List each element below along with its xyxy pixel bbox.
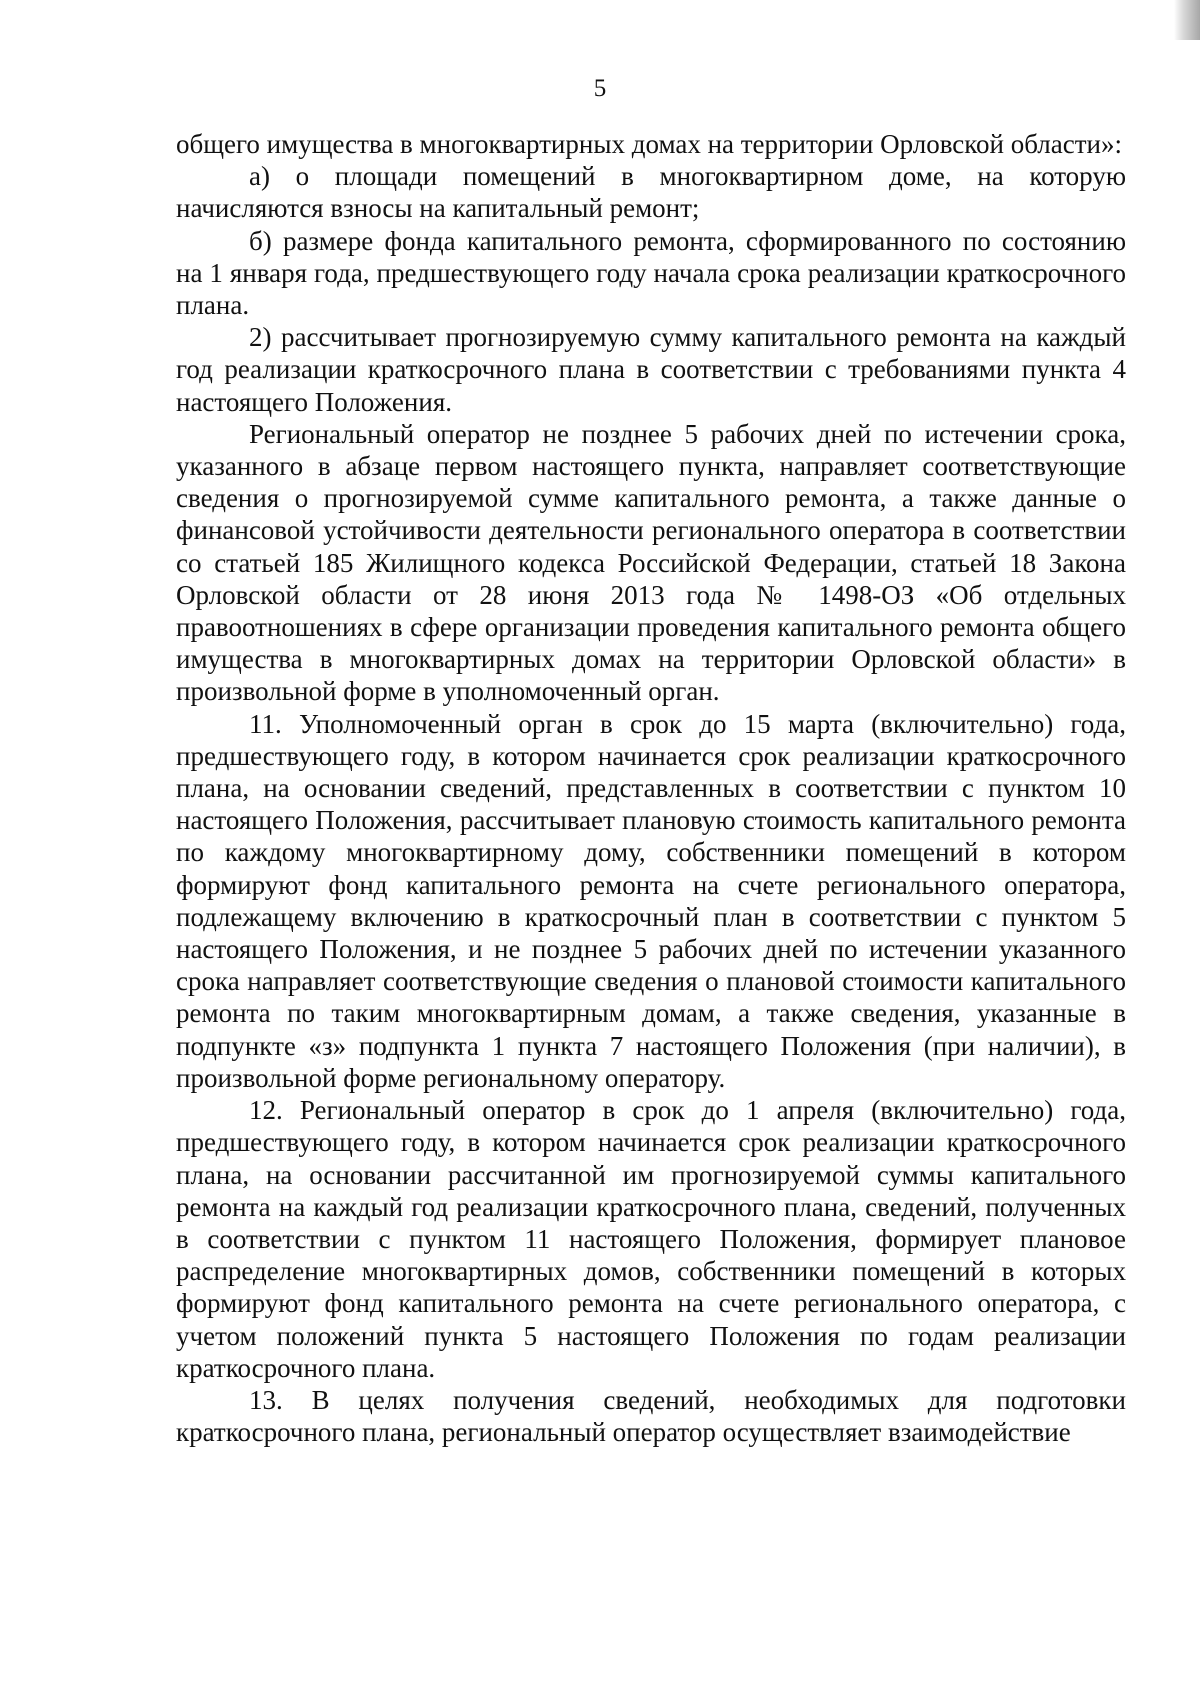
document-body bbox=[176, 128, 1126, 1448]
paragraph-item-2: 2) рассчитывает прогнозируемую сумму капитального ремонта на каждый год реализации краткосрочного плана в соответствии с требованиями пункта 4 настоящего Положения. bbox=[176, 322, 1126, 417]
paragraph-clause-13: 13. В целях получения сведений, необходимых для подготовки краткосрочного плана, региональный оператор осуществляет взаимодействие bbox=[176, 1384, 1126, 1448]
paragraph-regional-operator: Региональный оператор не позднее 5 рабочих дней по истечении срока, указанного в абзаце первом настоящего пункта, направляет соответствующие сведения о прогнозируемой сумме капитального ремонта, а также данные о финансовой устойчивости деятельности регионального оператора в соответствии со статьей 185 Жилищного кодекса Российской Федерации, статьей 18 Закона Орловской области от 28 июня 2013 года № 1498-ОЗ «Об отдельных правоотношениях в сфере организации проведения капитального ремонта общего имущества в многоквартирных домах на территории Орловской области» в произвольной форме в уполномоченный орган. bbox=[176, 418, 1126, 707]
paragraph-continuation: общего имущества в многоквартирных домах на территории Орловской области»: bbox=[176, 129, 1122, 159]
paragraph-clause-12: 12. Региональный оператор в срок до 1 апреля (включительно) года, предшествующего году, в котором начинается срок реализации краткосрочного плана, на основании рассчитанной им прогнозируемой суммы капитального ремонта на каждый год реализации краткосрочного плана, сведений, полученных в соответствии с пунктом 11 настоящего Положения, формирует плановое распределение многоквартирных домов, собственники помещений в которых формируют фонд капитального ремонта на счете регионального оператора, с учетом положений пункта 5 настоящего Положения по годам реализации краткосрочного плана. bbox=[176, 1095, 1126, 1383]
paragraph-subitem-b: б) размере фонда капитального ремонта, сформированного по состоянию на 1 января года, предшествующего году начала срока реализации краткосрочного плана. bbox=[176, 225, 1126, 321]
page-number: 5 bbox=[593, 75, 607, 102]
paragraph-subitem-a: а) о площади помещений в многоквартирном доме, на которую начисляются взносы на капитальный ремонт; bbox=[176, 161, 1126, 224]
scan-edge-shadow bbox=[1174, 0, 1200, 40]
paragraph-clause-11: 11. Уполномоченный орган в срок до 15 марта (включительно) года, предшествующего году, в котором начинается срок реализации краткосрочного плана, на основании сведений, представленных в соответствии с пунктом 10 настоящего Положения, рассчитывает плановую стоимость капитального ремонта по каждому многоквартирному дому, собственники помещений в котором формируют фонд капитального ремонта на счете регионального оператора, подлежащему включению в краткосрочный план в соответствии с пунктом 5 настоящего Положения, и не позднее 5 рабочих дней по истечении указанного срока направляет соответствующие сведения о плановой стоимости капитального ремонта по таким многоквартирным домам, а также сведения, указанные в подпункте «з» подпункта 1 пункта 7 настоящего Положения (при наличии), в произвольной форме региональному оператору. bbox=[176, 708, 1126, 1093]
